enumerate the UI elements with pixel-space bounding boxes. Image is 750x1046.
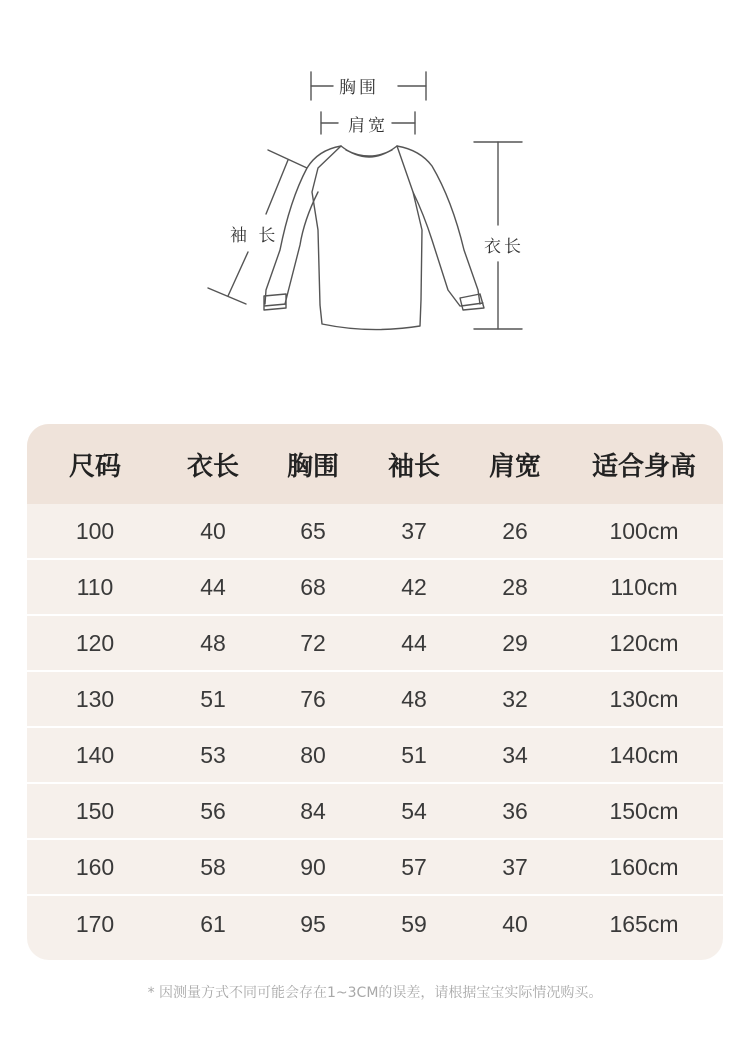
cell-shoulder: 34	[502, 741, 528, 768]
table-row	[27, 616, 723, 672]
cell-size: 100	[75, 517, 115, 544]
cell-shoulder: 37	[502, 853, 528, 880]
cell-sleeve: 51	[401, 741, 427, 768]
header-height: 适合身高	[591, 451, 696, 482]
cell-shoulder: 36	[502, 797, 528, 824]
cell-chest: 72	[300, 629, 326, 656]
table-row	[27, 840, 723, 896]
cell-sleeve: 59	[401, 910, 427, 937]
cell-sleeve: 54	[401, 797, 427, 824]
shoulder-label: 肩宽	[348, 116, 388, 136]
cell-height: 120cm	[609, 629, 679, 656]
header-size: 尺码	[68, 451, 121, 482]
cell-sleeve: 44	[401, 629, 427, 656]
header-length: 衣长	[186, 451, 239, 482]
cell-chest: 84	[300, 797, 326, 824]
cell-sleeve: 48	[401, 685, 427, 712]
garment-measurement-diagram	[0, 0, 750, 380]
cell-chest: 65	[300, 517, 326, 544]
size-chart-table	[27, 424, 723, 960]
cell-length: 58	[200, 853, 226, 880]
sleeve-label: 袖 长	[230, 226, 279, 246]
measurement-footnote: * 因测量方式不同可能会存在1~3CM的误差，请根据宝宝实际情况购买。	[147, 985, 603, 1001]
table-row	[27, 560, 723, 616]
table-header-row	[27, 424, 723, 504]
table-body	[27, 504, 723, 952]
header-chest: 胸围	[286, 451, 339, 482]
cell-chest: 76	[300, 685, 326, 712]
cell-size: 160	[75, 853, 115, 880]
cell-size: 120	[75, 629, 115, 656]
chest-label: 胸围	[339, 78, 379, 98]
cell-length: 40	[200, 517, 226, 544]
cell-length: 48	[200, 629, 226, 656]
cell-height: 110cm	[610, 573, 678, 600]
cell-height: 150cm	[609, 797, 679, 824]
cell-shoulder: 28	[502, 573, 528, 600]
cell-height: 165cm	[609, 910, 679, 937]
cell-chest: 68	[300, 573, 326, 600]
cell-chest: 95	[300, 910, 326, 937]
cell-size: 110	[76, 573, 114, 600]
cell-sleeve: 42	[401, 573, 427, 600]
cell-shoulder: 29	[502, 629, 528, 656]
length-label: 衣长	[484, 237, 524, 257]
cell-chest: 80	[300, 741, 326, 768]
cell-chest: 90	[300, 853, 326, 880]
cell-shoulder: 40	[502, 910, 528, 937]
cell-shoulder: 26	[502, 517, 528, 544]
cell-height: 100cm	[609, 517, 679, 544]
table-row	[27, 672, 723, 728]
cell-sleeve: 57	[401, 853, 427, 880]
cell-size: 130	[75, 685, 115, 712]
cell-length: 53	[200, 741, 226, 768]
header-shoulder: 肩宽	[488, 451, 541, 482]
table-row	[27, 728, 723, 784]
table-row	[27, 504, 723, 560]
cell-height: 140cm	[609, 741, 679, 768]
cell-length: 51	[200, 685, 226, 712]
sweater-sketch	[0, 0, 750, 380]
cell-size: 170	[75, 910, 115, 937]
cell-length: 56	[200, 797, 226, 824]
cell-sleeve: 37	[401, 517, 427, 544]
cell-size: 140	[75, 741, 115, 768]
cell-length: 61	[200, 910, 226, 937]
header-sleeve: 袖长	[387, 451, 440, 482]
table-row	[27, 784, 723, 840]
cell-shoulder: 32	[502, 685, 528, 712]
table-row	[27, 896, 723, 952]
cell-height: 130cm	[609, 685, 679, 712]
cell-height: 160cm	[609, 853, 679, 880]
cell-size: 150	[75, 797, 115, 824]
cell-length: 44	[200, 573, 226, 600]
